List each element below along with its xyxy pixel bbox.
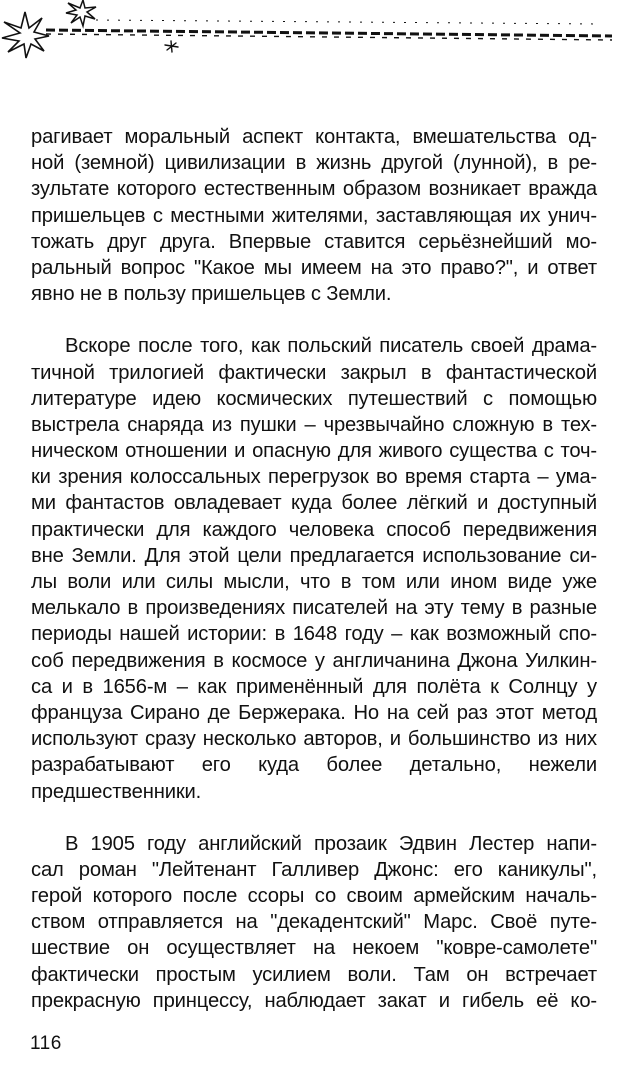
text-line: шествие он осуществляет на некоем "ковре-самолете" (31, 937, 597, 960)
text-line: фактически простым усилием воли. Там он встречает (31, 963, 597, 986)
text-line: периоды нашей истории: в 1648 году – как возможный спо- (31, 623, 597, 646)
paragraph-2 (31, 333, 597, 804)
text-line: практически для каждого человека способ передвижения (31, 518, 597, 541)
paragraph-spacer (31, 307, 597, 333)
spark-icon (165, 41, 178, 52)
text-line: француза Сирано де Бержерака. Но на сей раз этот метод (31, 701, 597, 724)
text-line: лы воли или силы мысли, что в том или ином виде уже (31, 571, 597, 593)
text-line: Вскоре после того, как польский писатель своей драма- (65, 335, 597, 358)
star-burst-icon (2, 12, 49, 58)
text-line: ки зрения колоссальных перегрузок во время старта – ума- (31, 466, 597, 489)
text-line: В 1905 году английский прозаик Эдвин Лестер напи- (65, 832, 597, 855)
text-line: ной (земной) цивилизации в жизнь другой (лунной), в ре- (31, 152, 597, 175)
paragraph-1 (31, 124, 597, 307)
page-number: 116 (30, 1033, 62, 1054)
paragraph-spacer (31, 805, 597, 831)
text-line: литературе идею космических путешествий с помощью (31, 387, 597, 410)
text-line: рагивает моральный аспект контакта, вмешательства од- (31, 126, 597, 148)
header-ornament (0, 0, 620, 60)
text-line: тожать друг друга. Впервые ставится серьёзнейший мо- (31, 230, 597, 253)
dashed-rule (46, 20, 612, 40)
text-line: вне Земли. Для этой цели предлагается использование си- (31, 544, 597, 567)
text-line: ническом отношении и опасную для живого существа с точ- (31, 440, 597, 463)
paragraph-3 (31, 831, 597, 1014)
text-line: предшественники. (31, 780, 202, 803)
text-line: мелькало в произведениях писателей на эту тему в разные (31, 597, 597, 620)
text-line: са и в 1656-м – как применённый для полёта к Солнцу у (31, 675, 597, 698)
text-line: тичной трилогией фактически закрыл в фантастической (31, 361, 597, 384)
text-line: ми фантастов овладевает куда более лёгкий и доступный (31, 492, 597, 515)
small-star-icon (66, 0, 96, 26)
text-line: пришельцев с местными жителями, заставляющая их унич- (31, 204, 597, 227)
text-line: ральный вопрос "Какое мы имеем на это право?", и ответ (31, 256, 597, 279)
text-line: разрабатывают его куда более детально, нежели (31, 754, 597, 777)
text-line: ством отправляется на "декадентский" Марс. Своё путе- (31, 911, 597, 934)
text-line: соб передвижения в космосе у англичанина Джона Уилкин- (31, 649, 597, 672)
text-line: сал роман "Лейтенант Галливер Джонс: его каникулы", (31, 858, 597, 881)
text-line: выстрела снаряда из пушки – чрезвычайно сложную в тех- (31, 413, 597, 436)
text-line: герой которого после ссоры со своим армейским началь- (31, 885, 597, 908)
text-line: зультате которого естественным образом возникает вражда (31, 178, 597, 201)
text-line: используют сразу несколько авторов, и большинство из них (31, 728, 597, 751)
page-body-text (31, 124, 597, 1014)
text-line: явно не в пользу пришельцев с Земли. (31, 283, 392, 306)
text-line: прекрасную принцессу, наблюдает закат и гибель её ко- (31, 989, 597, 1012)
